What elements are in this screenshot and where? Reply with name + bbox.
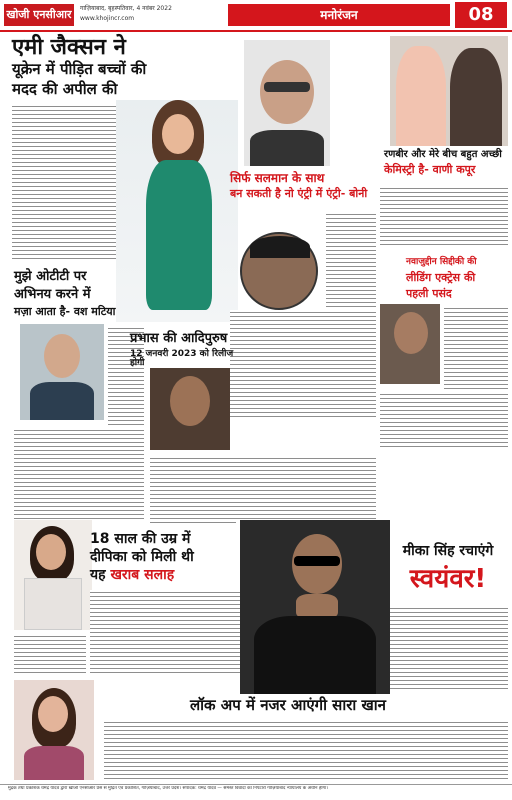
page-number: 08 <box>455 2 507 28</box>
salman-headline-1: सिर्फ सलमान के साथ <box>230 171 325 185</box>
ott-head <box>44 334 80 378</box>
ott-headline-1: मुझे ओटीटी पर <box>14 269 87 284</box>
nawaz-body-text <box>444 306 508 396</box>
masthead-rule <box>0 30 512 32</box>
amy-headline-1: एमी जैक्सन ने <box>12 35 126 60</box>
salman-headline-2: बन सकती है नो एंट्री में एंट्री- बोनी <box>230 187 368 200</box>
sara-outfit <box>24 746 84 780</box>
ott-headline-3: मज़ा आता है- वश मटिया <box>14 305 116 318</box>
mika-sunglasses <box>294 556 340 566</box>
ott-shirt <box>30 382 94 420</box>
vaani-headline-2: केमिस्ट्री है- वाणी कपूर <box>384 163 476 176</box>
nawaz-photo <box>380 304 440 384</box>
sara-photo <box>14 680 94 780</box>
vaani-body-text <box>380 186 508 246</box>
nawaz-headline-3: पहली पसंद <box>406 287 452 300</box>
nawaz-body-text-lower <box>380 392 508 448</box>
deepika-body-text <box>90 590 240 676</box>
dateline-url: www.khojincr.com <box>80 15 135 22</box>
amy-face <box>162 114 194 154</box>
vaani-photo <box>390 36 508 146</box>
deepika-headline-3a: यह <box>90 567 111 583</box>
nawaz-headline-2: लीडिंग एक्ट्रेस की <box>406 271 476 284</box>
nawaz-head <box>394 312 428 354</box>
boney-body-text-lower <box>230 310 376 420</box>
prabhas-headline-2: 12 जनवरी 2023 को रिलीज होगी <box>130 349 234 369</box>
mika-headline-2: स्वयंवर! <box>409 564 487 594</box>
amy-headline-3: मदद की अपील की <box>12 80 118 98</box>
boney-head <box>260 60 314 124</box>
sara-headline: लॉक अप में नजर आएंगी सारा खान <box>190 696 386 714</box>
deepika-headline-3 <box>90 568 240 583</box>
salman-cap <box>250 236 310 258</box>
ott-photo <box>20 324 104 420</box>
deepika-headline-1: 18 साल की उम्र में <box>90 531 191 547</box>
footer-imprint: मुद्रक तथा प्रकाशक धर्मेंद्र यादव द्वारा खोजी एनसीआर प्रेस से मुद्रित एवं प्रकाशित, गाज़ियाबाद, उत्तर प्रदेश। संपादक: धर्मेंद्र यादव — समस्त विवादों का निपटारा गाज़ियाबाद न्यायालय के अधीन होगा। <box>8 786 328 791</box>
deepika-body-text-left <box>14 634 86 676</box>
ott-body-text-lower <box>14 428 144 520</box>
ranbir-figure <box>450 48 502 146</box>
boney-glasses <box>264 82 310 92</box>
nawaz-headline-1: नवाजुद्दीन सिद्दीकी की <box>406 257 477 267</box>
deepika-headline-2: दीपिका को मिली थी <box>90 549 194 565</box>
mika-body-text <box>390 606 508 690</box>
sara-face <box>38 696 68 732</box>
masthead <box>0 0 512 36</box>
mika-photo <box>240 520 390 694</box>
vaani-headline-1: रणबीर और मेरे बीच बहुत अच्छी <box>384 149 502 160</box>
dateline: गाज़ियाबाद, बृहस्पतिवार, 4 नवंबर 2022 <box>80 5 172 12</box>
boney-photo <box>244 40 330 166</box>
deepika-headline-3b: खराब सलाह <box>110 567 175 583</box>
prabhas-photo <box>150 368 230 450</box>
amy-headline-2: यूक्रेन में पीड़ित बच्चों की <box>12 60 147 78</box>
prabhas-body-text <box>150 456 376 520</box>
vaani-figure <box>396 46 446 146</box>
section-title: मनोरंजन <box>320 8 358 22</box>
ott-headline-2: अभिनय करने में <box>14 287 91 302</box>
prabhas-headline-1: प्रभास की आदिपुरुष <box>130 331 228 346</box>
salman-photo <box>240 232 318 310</box>
mika-body-text-left <box>150 520 236 526</box>
deepika-face <box>36 534 66 570</box>
deepika-photo <box>14 520 92 630</box>
footer-rule <box>0 784 512 785</box>
deepika-top <box>24 578 82 630</box>
boney-shirt <box>250 130 324 166</box>
mika-jacket <box>254 616 376 694</box>
sara-body-text <box>104 720 508 780</box>
prabhas-head <box>170 376 210 426</box>
brand-logo: खोजी एनसीआर <box>4 4 74 26</box>
mika-headline-1: मीका सिंह रचाएंगे <box>402 543 494 559</box>
